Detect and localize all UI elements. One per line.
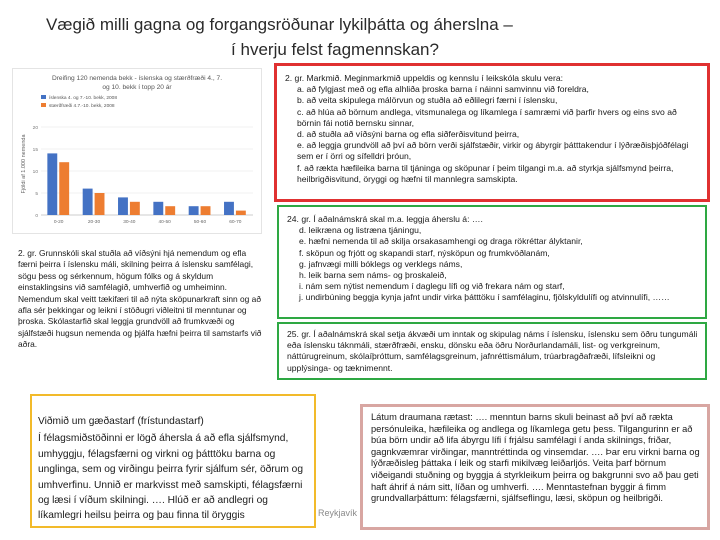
- curriculum-emphasis-lead: 24. gr. Í aðalnámskrá skal m.a. leggja áherslu á: ….: [287, 214, 483, 224]
- education-policy-box: [360, 404, 710, 530]
- chart-bar: [153, 202, 163, 215]
- slide-title: [40, 12, 600, 62]
- chart-legend-swatch: [41, 95, 46, 99]
- curriculum-subjects-box: [277, 322, 707, 380]
- preschool-law-item: a. að fylgjast með og efla alhliða þroska barna í náinni samvinnu við foreldra,: [297, 84, 589, 95]
- chart-y-tick: 0: [35, 214, 38, 219]
- chart-bar: [83, 189, 93, 215]
- chart-bar: [130, 202, 140, 215]
- preschool-law-item: d. að stuðla að víðsýni barna og efla siðferðisvitund þeirra,: [297, 129, 520, 140]
- chart-title-line2: og 10. bekk í topp 20 ár: [102, 84, 172, 91]
- footer-text: Reykjavík: [318, 508, 358, 518]
- chart-bar: [201, 206, 211, 215]
- chart-legend-label: íslenska 4. og 7.-10. bekk, 2008: [49, 96, 117, 101]
- chart-x-tick: 40-50: [158, 220, 171, 225]
- curriculum-emphasis-item: j. undirbúning beggja kynja jafnt undir virka þátttöku í samfélaginu, fjölskyldulífi og atvinnulífi, ……: [299, 292, 670, 303]
- chart-bar: [165, 206, 175, 215]
- leisure-quality-text: Í félagsmiðstöðinni er lögð áhersla á að efla sjálfsmynd, umhyggju, félagsfærni og virkni og þátttöku barna og unglinga, sem og virðingu þeirra fyrir sjálfum sér, öðrum og umhverfinu. Unnið er markvisst með samskipti, félagsfærni og læsi í víðum skilningi. …. Hlúð er að andlegri og líkamlegri heilsu þeirra og þau finna til öryggis: [38, 433, 303, 522]
- slide-title-line2: í hverju felst fagmennskan?: [231, 40, 439, 59]
- preschool-law-box: [274, 63, 710, 202]
- chart-title-line1: Dreifing 120 nemenda bekk - íslenska og stærðfræði 4., 7.: [51, 75, 223, 82]
- curriculum-emphasis-box: [277, 205, 707, 319]
- curriculum-emphasis-item: h. leik barna sem náms- og þroskaleið,: [299, 270, 447, 281]
- curriculum-subjects-text: 25. gr. Í aðalnámskrá skal setja ákvæði um inntak og skipulag náms í íslensku, íslensku sem öðru tungumáli eða íslensku táknmáli, stærðfræði, ensku, dönsku eða öðru Norðurlandamáli, list- og verkgreinum, náttúrugreinum, skólaíþróttum, samfélagsgreinum, jafnréttismálum, trúarbragðafræði, lífsleikni og upplýsinga- og tæknimennt.: [287, 329, 698, 373]
- leisure-quality-head: Viðmið um gæðastarf (frístundastarf): [38, 416, 204, 427]
- curriculum-emphasis-item: g. jafnvægi milli bóklegs og verklegs náms,: [299, 258, 463, 269]
- chart-y-tick: 10: [32, 170, 38, 175]
- chart-y-tick: 5: [35, 192, 38, 197]
- chart-x-tick: 0-20: [53, 220, 64, 225]
- chart-y-tick: 15: [32, 148, 38, 153]
- curriculum-emphasis-item: d. leikræna og listræna tjáningu,: [299, 225, 422, 236]
- chart-svg: [13, 69, 261, 233]
- chart-legend: [41, 95, 117, 109]
- chart-bar: [224, 202, 234, 215]
- chart-bar: [47, 153, 57, 215]
- preschool-law-item: e. að leggja grundvöll að því að börn verði sjálfstæðir, virkir og ábyrgir þátttakendur í lýðræðisþjóðfélagi sem er í örri og sífelldri þróun,: [297, 140, 689, 162]
- chart-legend-swatch: [41, 103, 46, 107]
- compulsory-school-law-box: [12, 244, 266, 364]
- chart-bar: [189, 206, 199, 215]
- distribution-chart: [12, 68, 262, 234]
- chart-y-label: Fjöldi af 1.000 nemenda: [21, 134, 27, 194]
- chart-bar: [118, 197, 128, 215]
- curriculum-emphasis-item: f. sköpun og frjótt og skapandi starf, nýsköpun og frumkvöðlanám,: [299, 247, 550, 258]
- curriculum-emphasis-item: e. hæfni nemenda til að skilja orsakasamhengi og draga rökréttar ályktanir,: [299, 236, 583, 247]
- curriculum-emphasis-item: i. nám sem nýtist nemendum í daglegu lífi og við frekara nám og starf,: [299, 281, 565, 292]
- chart-x-tick: 30-40: [123, 220, 136, 225]
- preschool-law-lead: 2. gr. Markmið. Meginmarkmið uppeldis og kennslu í leikskóla skulu vera:: [285, 73, 563, 83]
- chart-x-tick: 50-60: [193, 220, 207, 225]
- chart-x-tick: 60-70: [229, 220, 242, 225]
- education-policy-text: Látum draumana rætast: …. menntun barns skuli beinast að því að rækta persónuleika, hæfileika og andlega og líkamlega getu þess. Tilgangurinn er að búa börn undir að lifa ábyrgu lífi í frjálsu samfélagi í anda skilnings, friðar, gagnkvæmrar virðingar, manntréttinda og vinsemdar. …. Þar eru virkni barna og lýðræðisleg þáttaka í leik og starfi mikilvæg leiðarljós. Veita þarf börnum viðeigandi stuðning og byggja á styrkleikum þeirra og bakgrunni svo að þau geti haft áhrif á nám sitt, líðan og umhverfi. …. Menntastefnan byggir á fimm grundvallarþáttum: félagsfærni, sjálfseflingu, læsi, sköpun og heilbrigði.: [371, 412, 700, 504]
- slide-title-line1: Vægið milli gagna og forgangsröðunar lykilþátta og áherslna –: [46, 15, 513, 34]
- chart-bar: [95, 193, 105, 215]
- chart-legend-label: stærðfræði 4.7.-10. bekk, 2008: [49, 104, 115, 109]
- chart-bar: [59, 162, 69, 215]
- preschool-law-item: b. að veita skipulega málörvun og stuðla að eðlilegri færni í íslensku,: [297, 95, 558, 106]
- preschool-law-item: c. að hlúa að börnum andlega, vitsmunalega og líkamlega í samræmi við þarfir hvers og eins svo að börnin fái notið bernsku sinnar,: [297, 106, 677, 128]
- chart-bars: [47, 153, 245, 215]
- leisure-quality-box: [30, 394, 316, 528]
- chart-x-ticks: [54, 219, 242, 225]
- preschool-law-item: f. að rækta hæfileika barna til tjáninga og sköpunar í þeim tilgangi m.a. að styrkja sjálfsmynd þeirra, heilbrigðisvitund, öryggi og hæfni til mannlegra samskipta.: [297, 162, 674, 184]
- chart-bar: [236, 211, 246, 215]
- chart-y-tick: 20: [32, 126, 38, 131]
- chart-x-tick: 20-30: [87, 220, 101, 225]
- compulsory-school-law-text: 2. gr. Grunnskóli skal stuðla að víðsýni hjá nemendum og efla færni þeirra í íslensku máli, skilning þeirra á íslensku samfélagi, sögu þess og sérkennum, högum fólks og á skyldum einstaklingsins við samfélagið, umhverfið og umheiminn. Nemendum skal veitt tækifæri til að nýta sköpunarkraft sinn og að afla sér þekkingar og leikni í stöðugri viðleitni til menntunar og þroska. Skólastarfið skal leggja grundvöll að frumkvæði og sjálfstæði hugsun nemenda og þjálfa hæfni þeirra til samstarfs við aðra.: [18, 248, 262, 350]
